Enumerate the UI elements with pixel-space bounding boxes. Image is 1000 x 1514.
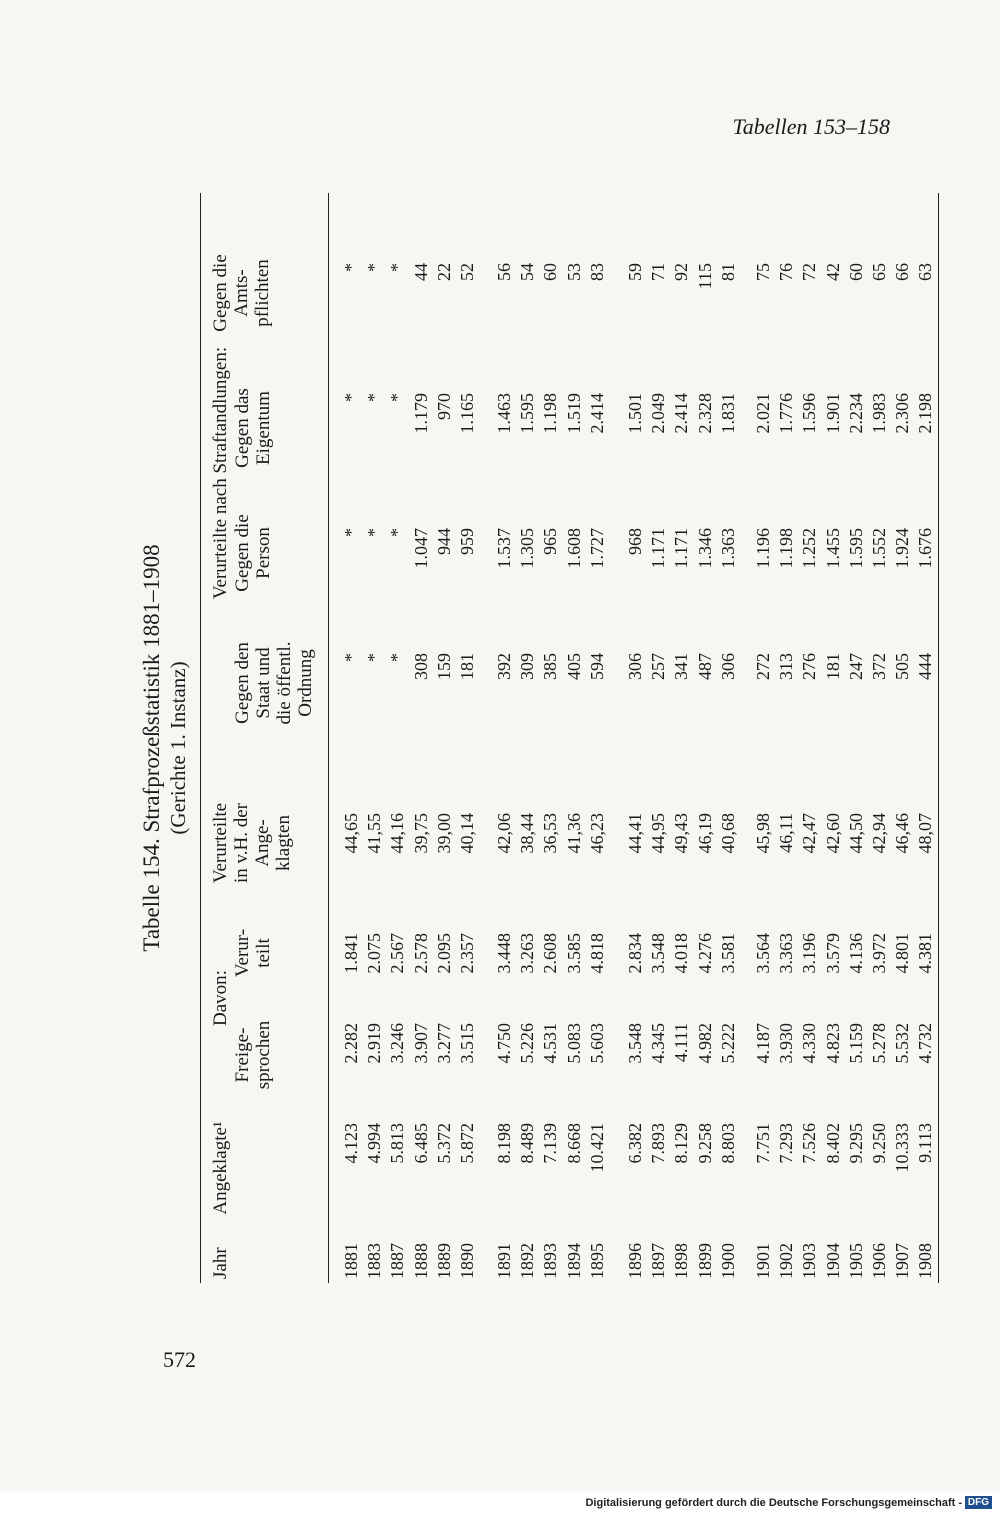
table-cell: * [387,393,408,402]
table-cell: 4.187 [753,1023,773,1064]
table-cell: 44,16 [387,813,408,854]
table-cell: 1894 [563,1243,584,1279]
header-angeklagte: Angeklagte¹ [210,1121,231,1215]
table-cell: 1900 [717,1243,738,1279]
table-cell: 2.414 [586,393,607,434]
statistics-table [128,173,948,1323]
table-cell: 2.021 [753,393,773,434]
table-cell: 9.258 [694,1123,715,1164]
table-subtitle: (Gerichte 1. Instanz) [166,661,190,835]
table-cell: 5.603 [586,1023,607,1064]
table-cell: 4.276 [694,933,715,974]
table-cell: 44,41 [625,813,645,854]
table-cell: 54 [517,263,538,281]
table-cell: 46,46 [892,813,913,854]
table-cell: 1.363 [717,528,738,569]
table-cell: 3.579 [822,933,843,974]
table-cell: 4.982 [694,1023,715,1064]
table-cell: 44,95 [648,813,669,854]
table-cell: 52 [457,263,477,281]
table-cell: 1.252 [799,528,820,569]
table-cell: * [387,263,408,272]
table-cell: 1902 [776,1243,797,1279]
table-cell: 968 [625,528,645,555]
table-cell: 2.414 [671,393,692,434]
table-cell: 9.295 [845,1123,866,1164]
table-cell: 75 [753,263,773,281]
table-cell: 1.171 [671,528,692,569]
table-cell: 1899 [694,1243,715,1279]
table-cell: 3.277 [433,1023,454,1064]
table-cell: 1881 [341,1243,361,1279]
table-cell: 505 [892,653,913,680]
table-cell: 56 [494,263,514,281]
table-cell: 42,94 [869,813,889,854]
table-cell: 372 [869,653,889,680]
table-cell: 1890 [457,1243,477,1279]
table-cell: 8.668 [563,1123,584,1164]
table-cell: 1895 [586,1243,607,1279]
header-rule-bottom [328,193,329,1283]
table-cell: 2.328 [694,393,715,434]
table-cell: 1.924 [892,528,913,569]
table-cell: 2.095 [433,933,454,974]
table-cell: 10.333 [892,1123,913,1173]
table-cell: 46,23 [586,813,607,854]
table-cell: 944 [433,528,454,555]
table-cell: * [364,653,385,662]
table-cell: 1892 [517,1243,538,1279]
table-cell: 1.831 [717,393,738,434]
table-cell: 313 [776,653,797,680]
table-cell: 1901 [753,1243,773,1279]
table-cell: 41,36 [563,813,584,854]
table-cell: * [364,528,385,537]
table-cell: 2.049 [648,393,669,434]
table-cell: 7.526 [799,1123,820,1164]
table-cell: 83 [586,263,607,281]
table-cell: 3.930 [776,1023,797,1064]
table-cell: 4.818 [586,933,607,974]
table-cell: 2.919 [364,1023,385,1064]
table-cell: 40,14 [457,813,477,854]
table-cell: 4.330 [799,1023,820,1064]
table-cell: 38,44 [517,813,538,854]
table-cell: 1.198 [776,528,797,569]
header-verurteilte-pct: Verurteilte in v.H. der Ange- klagten [210,802,294,884]
table-cell: 1.776 [776,393,797,434]
table-cell: 42,47 [799,813,820,854]
table-cell: 42,60 [822,813,843,854]
table-cell: 66 [892,263,913,281]
table-cell: 39,00 [433,813,454,854]
table-cell: 181 [822,653,843,680]
table-cell: 3.548 [648,933,669,974]
table-cell: 5.872 [457,1123,477,1164]
table-cell: 60 [845,263,866,281]
table-cell: 4.531 [540,1023,561,1064]
table-cell: 1.198 [540,393,561,434]
table-cell: 1.463 [494,393,514,434]
table-cell: 1891 [494,1243,514,1279]
table-cell: 3.548 [625,1023,645,1064]
table-cell: 5.222 [717,1023,738,1064]
table-cell: 341 [671,653,692,680]
table-cell: 3.263 [517,933,538,974]
table-cell: 115 [694,263,715,290]
table-cell: 1.305 [517,528,538,569]
dfg-logo: DFG [965,1496,992,1509]
table-cell: * [341,263,361,272]
table-cell: 308 [410,653,431,680]
table-cell: 2.357 [457,933,477,974]
table-cell: 1.171 [648,528,669,569]
table-cell: 42 [822,263,843,281]
table-cell: 1.047 [410,528,431,569]
table-cell: 8.402 [822,1123,843,1164]
table-cell: 7.751 [753,1123,773,1164]
table-cell: 1887 [387,1243,408,1279]
table-cell: 3.515 [457,1023,477,1064]
table-cell: 2.608 [540,933,561,974]
table-cell: 4.123 [341,1123,361,1164]
table-cell: 1.676 [915,528,936,569]
table-cell: 3.448 [494,933,514,974]
table-cell: * [341,653,361,662]
table-cell: 1897 [648,1243,669,1279]
table-cell: 385 [540,653,561,680]
table-cell: 4.732 [915,1023,936,1064]
rotated-table-area [128,173,948,1323]
table-cell: 2.567 [387,933,408,974]
table-cell: 3.246 [387,1023,408,1064]
table-cell: 48,07 [915,813,936,854]
table-cell: 2.282 [341,1023,361,1064]
table-cell: 3.363 [776,933,797,974]
table-cell: 276 [799,653,820,680]
table-cell: 5.372 [433,1123,454,1164]
table-cell: 1888 [410,1243,431,1279]
table-cell: 6.485 [410,1123,431,1164]
table-cell: 60 [540,263,561,281]
table-cell: 2.075 [364,933,385,974]
table-cell: * [341,528,361,537]
table-title: Tabelle 154. Strafprozeßstatistik 1881–1908 [139,544,164,952]
table-cell: 444 [915,653,936,680]
table-cell: 4.823 [822,1023,843,1064]
table-cell: 5.532 [892,1023,913,1064]
table-cell: 4.750 [494,1023,514,1064]
table-cell: 45,98 [753,813,773,854]
table-cell: 1908 [915,1243,936,1279]
table-cell: 5.159 [845,1023,866,1064]
table-cell: 5.226 [517,1023,538,1064]
header-verurteilte-nach: Verurteilte nach Straftandlungen: [210,346,231,600]
table-cell: * [387,653,408,662]
table-cell: 8.129 [671,1123,692,1164]
table-cell: 392 [494,653,514,680]
table-cell: 9.250 [869,1123,889,1164]
table-cell: 1893 [540,1243,561,1279]
table-cell: 1907 [892,1243,913,1279]
table-cell: 92 [671,263,692,281]
table-cell: 1896 [625,1243,645,1279]
table-cell: 159 [433,653,454,680]
header-staat: Gegen den Staat und die öffentl. Ordnung [232,641,316,725]
table-cell: 5.813 [387,1123,408,1164]
header-eigentum: Gegen das Eigentum [232,388,274,468]
table-cell: 3.581 [717,933,738,974]
table-cell: 306 [625,653,645,680]
table-cell: 2.834 [625,933,645,974]
table-cell: 1904 [822,1243,843,1279]
table-cell: 247 [845,653,866,680]
table-cell: 4.345 [648,1023,669,1064]
table-cell: 72 [799,263,820,281]
table-cell: * [364,393,385,402]
table-cell: 1.537 [494,528,514,569]
table-rule-bottom [938,193,939,1283]
table-cell: 2.234 [845,393,866,434]
table-cell: 3.585 [563,933,584,974]
table-cell: 9.113 [915,1123,936,1163]
table-cell: 81 [717,263,738,281]
table-cell: 4.801 [892,933,913,974]
table-cell: 4.111 [671,1023,692,1063]
table-cell: 1.455 [822,528,843,569]
table-cell: 1.552 [869,528,889,569]
table-cell: 1.608 [563,528,584,569]
header-amtspflichten: Gegen die Amts- pflichten [210,254,273,332]
table-cell: 487 [694,653,715,680]
table-cell: 1898 [671,1243,692,1279]
table-cell: 7.139 [540,1123,561,1164]
table-cell: 36,53 [540,813,561,854]
table-cell: 6.382 [625,1123,645,1164]
table-cell: 1.501 [625,393,645,434]
table-cell: * [364,263,385,272]
table-cell: 306 [717,653,738,680]
table-cell: 41,55 [364,813,385,854]
table-cell: 1.595 [517,393,538,434]
table-cell: 1.596 [799,393,820,434]
table-cell: 7.893 [648,1123,669,1164]
table-cell: 3.972 [869,933,889,974]
table-cell: 272 [753,653,773,680]
table-cell: 1.901 [822,393,843,434]
table-cell: 1.165 [457,393,477,434]
table-cell: 1.727 [586,528,607,569]
running-header: Tabellen 153–158 [732,114,890,139]
table-cell: 49,43 [671,813,692,854]
table-cell: 4.994 [364,1123,385,1164]
table-cell: 2.578 [410,933,431,974]
table-cell: 39,75 [410,813,431,854]
table-cell: 2.306 [892,393,913,434]
table-cell: 8.489 [517,1123,538,1164]
table-cell: 63 [915,263,936,281]
table-cell: 71 [648,263,669,281]
table-cell: 8.803 [717,1123,738,1164]
table-cell: 44,65 [341,813,361,854]
table-cell: 53 [563,263,584,281]
table-cell: 1.983 [869,393,889,434]
table-cell: 42,06 [494,813,514,854]
table-cell: 40,68 [717,813,738,854]
footer-text: Digitalisierung gefördert durch die Deutsche Forschungsgemeinschaft - [585,1497,962,1509]
table-cell: 3.564 [753,933,773,974]
table-cell: 257 [648,653,669,680]
table-cell: 4.136 [845,933,866,974]
table-cell: 22 [433,263,454,281]
table-cell: 1906 [869,1243,889,1279]
table-cell: 8.198 [494,1123,514,1164]
table-cell: 3.196 [799,933,820,974]
table-cell: 181 [457,653,477,680]
header-rule-top [200,193,201,1283]
header-jahr: Jahr [210,1247,231,1279]
table-cell: 1.519 [563,393,584,434]
table-cell: 1889 [433,1243,454,1279]
table-cell: 4.381 [915,933,936,974]
table-cell: 1.595 [845,528,866,569]
table-cell: 1.179 [410,393,431,434]
table-cell: 1.346 [694,528,715,569]
table-cell: * [341,393,361,402]
header-verurteilt: Verur- teilt [232,928,274,978]
table-cell: 3.907 [410,1023,431,1064]
table-cell: 1903 [799,1243,820,1279]
table-cell: 405 [563,653,584,680]
table-cell: 44 [410,263,431,281]
table-cell: 7.293 [776,1123,797,1164]
table-cell: 46,11 [776,813,797,853]
table-cell: 594 [586,653,607,680]
table-cell: * [387,528,408,537]
table-cell: 970 [433,393,454,420]
table-cell: 44,50 [845,813,866,854]
table-cell: 1905 [845,1243,866,1279]
header-davon: Davon: [210,970,231,1026]
table-cell: 5.083 [563,1023,584,1064]
table-cell: 65 [869,263,889,281]
table-cell: 965 [540,528,561,555]
table-cell: 309 [517,653,538,680]
table-cell: 59 [625,263,645,281]
table-cell: 2.198 [915,393,936,434]
page-number: 572 [163,1347,196,1372]
header-person: Gegen die Person [232,514,274,592]
table-cell: 1883 [364,1243,385,1279]
table-cell: 1.196 [753,528,773,569]
table-cell: 10.421 [586,1123,607,1173]
table-cell: 4.018 [671,933,692,974]
table-cell: 76 [776,263,797,281]
table-cell: 1.841 [341,933,361,974]
table-cell: 5.278 [869,1023,889,1064]
table-cell: 46,19 [694,813,715,854]
table-cell: 959 [457,528,477,555]
header-freigesprochen: Freige- sprochen [232,1020,274,1090]
